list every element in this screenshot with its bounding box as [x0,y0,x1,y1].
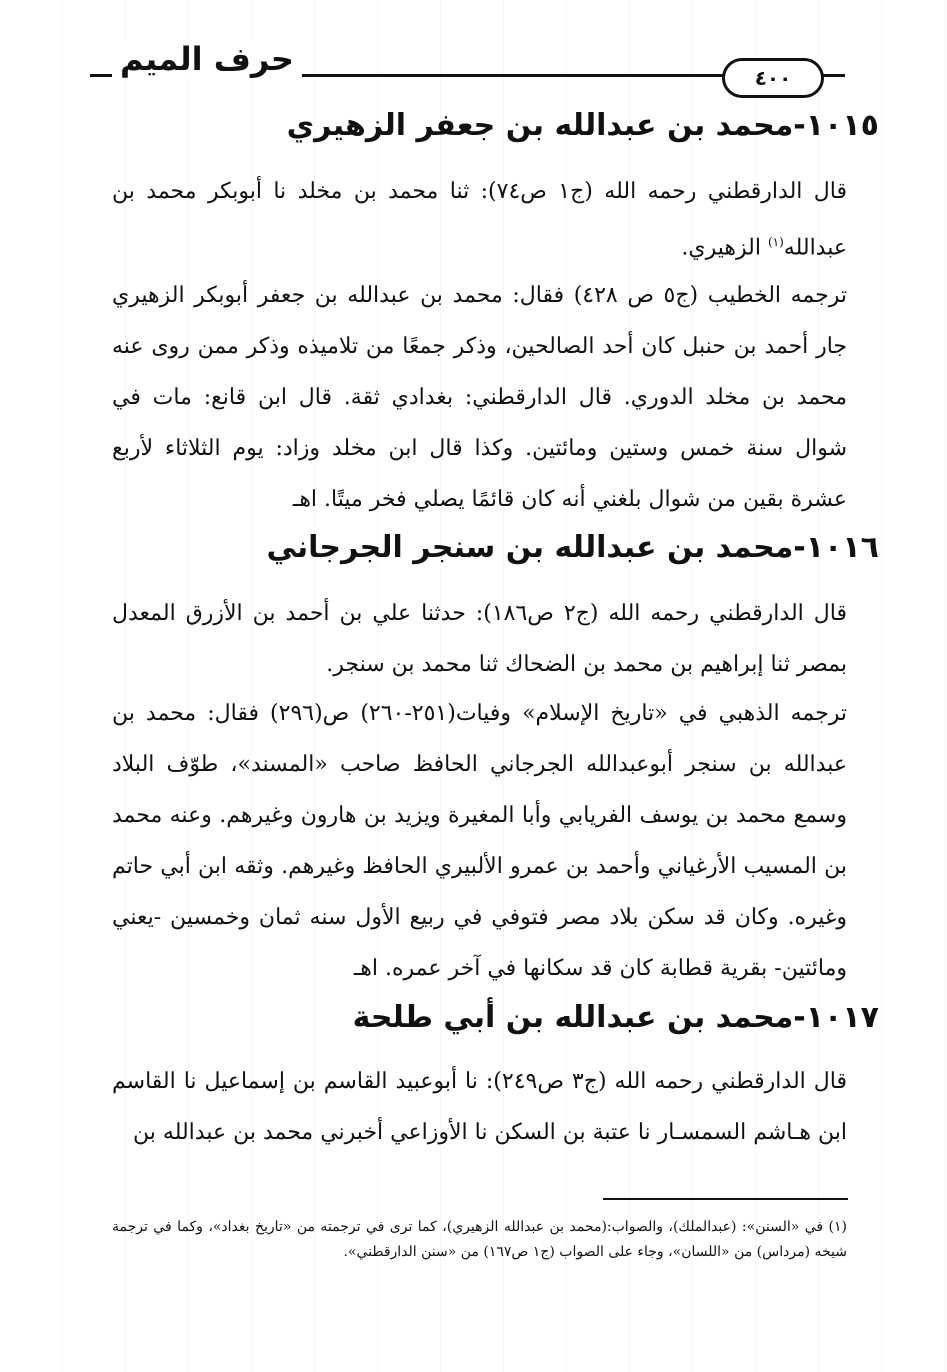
paragraph-text: قال الدارقطني رحمه الله (ج١ ص٧٤): ثنا محمد بن مخلد نا أبوبكر محمد بن عبدالله [112,179,847,261]
page-number: ٤٠٠ [722,58,824,98]
paragraph-text-tail: الزهيري. [681,235,768,261]
entry-1016-paragraph-1 [112,588,847,690]
entry-1017-paragraph-1 [112,1056,847,1158]
entry-1016-paragraph-2 [112,688,847,994]
footnote [112,1215,847,1265]
footnote-reference[interactable]: (١) [767,235,784,249]
footnote-marker: (١) [828,1219,847,1235]
paragraph-text: قال الدارقطني رحمه الله (ج٢ ص١٨٦): حدثنا علي بن أحمد بن الأزرق المعدل بمصر ثنا إبراهيم بن محمد بن الضحاك ثنا محمد بن سنجر. [112,601,848,677]
paragraph-text: ترجمه الذهبي في «تاريخ الإسلام» وفيات(٢٥١-٢٦٠) ص(٢٩٦) فقال: محمد بن عبدالله بن سنجر أبوعبدالله الجرجاني الحافظ صاحب «المسند»، طوّف البلاد وسمع محمد بن يوسف الفريابي وأبا المغيرة ويزيد بن هارون وغيرهم. وعنه محمد بن المسيب الأرغياني وأحمد بن عمرو الألبيري الحافظ وغيرهم. وثقه ابن أبي حاتم وغيره. وكان قد سكن بلاد مصر فتوفي في ربيع الأول سنه ثمان وخمسين -يعني ومائتين- بقرية قطابة كان قد سكانها في آخر عمره. اهـ [112,701,848,981]
entry-1015-paragraph-1 [112,166,847,273]
entry-heading-1016: ١٠١٦-محمد بن عبدالله بن سنجر الجرجاني [266,530,879,565]
entry-heading-1017: ١٠١٧-محمد بن عبدالله بن أبي طلحة [352,1000,879,1035]
paragraph-text: ترجمه الخطيب (ج٥ ص ٤٢٨) فقال: محمد بن عبدالله بن جعفر أبوبكر الزهيري جار أحمد بن حنبل كان أحد الصالحين، وذكر جمعًا من تلاميذه وذكر ممن روى عنه محمد بن مخلد الدوري. قال الدارقطني: بغدادي ثقة. قال ابن قانع: مات في شوال سنة خمس وستين ومائتين. وكذا قال ابن مخلد وزاد: يوم الثلاثاء لأربع عشرة بقين من شوال بلغني أنه كان قائمًا يصلي فخر ميتًا. اهـ [112,283,847,512]
footnote-separator [603,1198,848,1200]
paragraph-text: قال الدارقطني رحمه الله (ج٣ ص٢٤٩): نا أبوعبيد القاسم بن إسماعيل نا القاسم ابن هـاشم السمسـار نا عتبة بن السكن نا الأوزاعي أخبرني محمد بن عبدالله بن [112,1069,847,1145]
entry-1015-paragraph-2 [112,270,847,525]
footnote-text: في «السنن»: (عبدالملك)، والصواب:(محمد بن عبدالله الزهيري)، كما ترى في ترجمته من «تاريخ بغداد»، وكما في ترجمة شيخه (مرداس) من «اللسان»، وجاء على الصواب (ج١ ص١٦٧) من «سنن الدارقطني». [112,1219,847,1260]
chapter-title: حرف الميم [112,40,302,78]
entry-heading-1015: ١٠١٥-محمد بن عبدالله بن جعفر الزهيري [286,108,879,143]
